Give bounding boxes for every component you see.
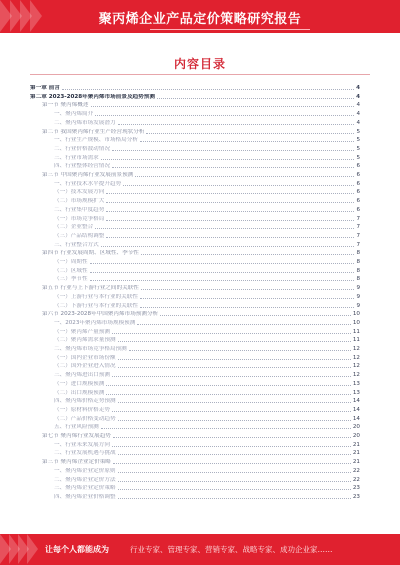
dot-leader	[90, 272, 355, 273]
toc-entry-page: 10	[352, 319, 360, 326]
toc-entry[interactable]	[30, 110, 360, 118]
toc-entry-label: 第五节 行业与上下游行业之间的关联性	[42, 285, 139, 292]
toc-entry[interactable]	[30, 145, 360, 153]
toc-entry[interactable]	[30, 197, 360, 205]
toc-entry-label: 二、行业发展机遇与挑战	[54, 450, 116, 457]
toc-entry-page: 7	[356, 232, 360, 239]
dot-leader	[91, 106, 355, 107]
dot-leader	[118, 402, 351, 403]
toc-entry-page: 23	[352, 485, 360, 492]
toc-entry-label: （一）周期性	[54, 259, 88, 265]
toc-entry-page: 21	[352, 459, 360, 466]
toc-entry-page: 8	[356, 267, 360, 274]
toc-entry[interactable]	[30, 223, 360, 231]
toc-entry-label: 一、2023年聚丙烯市场规模预测	[54, 319, 136, 326]
toc-entry-page: 14	[352, 398, 360, 405]
dot-leader	[90, 280, 355, 281]
dot-leader	[112, 150, 354, 151]
toc-entry-label: 三、行业整合方式	[54, 241, 99, 248]
toc-entry-label: （二）下游行业与本行业的关联性	[54, 302, 138, 309]
toc-entry-page: 4	[356, 119, 360, 126]
toc-entry-label: （一）上游行业与本行业的关联性	[54, 293, 138, 300]
toc-entry-label: 第二节 我国聚丙烯行业生产经营现状分析	[42, 128, 145, 135]
toc-entry-label: （一）国内企业市场份额	[54, 354, 116, 361]
toc-entry-label: （一）市场竞争格局	[54, 215, 105, 222]
dot-leader	[113, 463, 351, 464]
toc-entry-label: 二、行业价格波动情况	[54, 145, 110, 152]
toc-entry-label: 四、行业整体经营情况	[54, 163, 110, 170]
toc-entry[interactable]	[30, 476, 360, 484]
dot-leader	[157, 98, 354, 99]
toc-entry-page: 14	[352, 415, 360, 422]
toc-entry[interactable]	[30, 423, 360, 431]
toc-entry-page: 5	[356, 154, 360, 161]
dot-leader	[140, 141, 355, 142]
toc-entry-page: 13	[352, 389, 360, 396]
toc-entry-label: 三、聚丙烯进出口预测	[54, 372, 110, 379]
toc-entry-label: （二）区域性	[54, 267, 88, 274]
toc-entry-label: （一）聚丙烯产量预测	[54, 328, 110, 335]
dot-leader	[140, 298, 355, 299]
toc-entry[interactable]	[30, 467, 360, 475]
toc-entry-label: （二）市场规模扩大	[54, 198, 105, 205]
toc-entry-label: 一、行业技术水平提升趋势	[54, 180, 122, 187]
toc-entry[interactable]	[30, 441, 360, 449]
toc-entry[interactable]	[30, 188, 360, 196]
toc-entry-label: 第七节 聚丙烯行业发展趋势	[42, 433, 111, 439]
dot-leader	[118, 359, 351, 360]
toc-entry-label: 一、聚丙烯企业定价原则	[54, 467, 116, 474]
toc-entry-page: 6	[356, 172, 360, 178]
toc-entry-page: 6	[356, 180, 360, 187]
toc-entry-page: 21	[352, 450, 360, 457]
toc-entry-label: 二、聚丙烯企业定价方法	[54, 476, 116, 483]
toc-entry-page: 22	[352, 476, 360, 483]
toc-entry-label: （三）季节性	[54, 276, 88, 283]
toc-entry-page: 9	[356, 293, 360, 300]
toc-entry-page: 4	[356, 102, 360, 109]
toc-entry-label: 第三节 聚丙烯企业定价策略	[42, 459, 111, 466]
toc-entry-label: （二）企业整合	[54, 224, 94, 231]
dot-leader	[112, 446, 351, 447]
toc-divider	[30, 74, 370, 75]
dot-leader	[160, 315, 351, 316]
dot-leader	[95, 115, 354, 116]
header-band	[0, 0, 400, 33]
dot-leader	[106, 385, 351, 386]
toc-entry[interactable]	[30, 319, 360, 327]
toc-entry[interactable]	[30, 389, 360, 397]
toc-entry-label: 第六节 2023-2028年中国聚丙烯市场预测分析	[42, 311, 159, 318]
dot-leader	[101, 428, 351, 429]
toc-entry-page: 4	[356, 111, 360, 118]
toc-entry-label: 四、聚丙烯价格走势预测	[54, 398, 116, 405]
toc-entry[interactable]	[30, 232, 360, 240]
toc-entry-page: 11	[352, 337, 360, 344]
toc-entry-label: （三）产品结构调整	[54, 232, 105, 239]
dot-leader	[112, 376, 351, 377]
toc-entry-label: 第二章 2023-2028年聚丙烯市场前景及趋势预测	[30, 93, 155, 100]
toc-entry[interactable]	[30, 484, 360, 492]
toc-entry-label: （一）技术发展方向	[54, 189, 105, 196]
toc-entry[interactable]	[30, 206, 360, 214]
toc-entry-page: 22	[352, 467, 360, 474]
dot-leader	[118, 481, 351, 482]
toc-entry[interactable]	[30, 267, 360, 275]
toc-entry[interactable]	[30, 432, 360, 440]
toc-entry[interactable]	[30, 354, 360, 362]
toc-entry-label: 第一节 聚丙烯概述	[42, 102, 89, 109]
toc-entry[interactable]	[30, 293, 360, 301]
toc-entry[interactable]	[30, 380, 360, 388]
dot-leader	[118, 454, 351, 455]
dot-leader	[112, 333, 351, 334]
toc-entry-page: 7	[356, 241, 360, 248]
toc-entry-page: 12	[352, 354, 360, 361]
dot-leader	[129, 350, 351, 351]
toc-entry-page: 6	[356, 198, 360, 205]
dot-leader	[106, 237, 354, 238]
toc-entry-label: 一、行业生产规模、市场格局分析	[54, 137, 138, 144]
dot-leader	[101, 246, 355, 247]
toc-entry[interactable]	[30, 128, 360, 136]
dot-leader	[141, 254, 355, 255]
toc-entry[interactable]	[30, 101, 360, 109]
toc-entry-page: 9	[356, 302, 360, 309]
toc-entry[interactable]	[30, 154, 360, 162]
toc-entry-page: 6	[356, 206, 360, 213]
toc-entry-label: 三、行业市场需求	[54, 154, 99, 161]
toc-entry-label: （一）进口规模预测	[54, 380, 105, 387]
dot-leader	[90, 263, 355, 264]
toc-heading: 内容目录	[173, 57, 226, 71]
toc-entry-page: 8	[356, 250, 360, 257]
dot-leader	[101, 159, 355, 160]
toc-entry[interactable]	[30, 284, 360, 292]
toc-entry[interactable]	[30, 258, 360, 266]
toc-entry-page: 6	[356, 189, 360, 196]
toc-entry[interactable]	[30, 171, 360, 179]
toc-entry[interactable]	[30, 328, 360, 336]
dot-leader	[135, 176, 354, 177]
toc-entry-page: 10	[352, 311, 360, 318]
toc-entry-page: 20	[352, 433, 360, 439]
toc-entry-page: 20	[352, 424, 360, 431]
dot-leader	[106, 220, 354, 221]
toc-entry-label: （二）产品价格变动趋势	[54, 415, 116, 422]
toc-entry-label: 第三节 中国聚丙烯行业发展前景预测	[42, 172, 134, 178]
toc-entry-label: 四、聚丙烯企业价格调整	[54, 493, 116, 500]
toc-entry-page: 12	[352, 363, 360, 370]
toc-entry[interactable]	[30, 119, 360, 127]
dot-leader	[123, 185, 354, 186]
toc-entry-page: 7	[356, 224, 360, 231]
dot-leader	[140, 307, 355, 308]
dot-leader	[106, 211, 354, 212]
dot-leader	[118, 489, 351, 490]
toc-entry-label: 一、聚丙烯简介	[54, 111, 94, 118]
toc-entry-label: 二、聚丙烯市场竞争格局预测	[54, 346, 127, 352]
toc-entry[interactable]	[30, 275, 360, 283]
toc-entry-page: 13	[352, 380, 360, 387]
toc-entry-label: 第一章 前言	[30, 85, 60, 91]
dot-leader	[113, 437, 351, 438]
dot-leader	[118, 367, 351, 368]
toc-entry-page: 5	[356, 137, 360, 144]
toc-entry[interactable]	[30, 162, 360, 170]
toc-entry-page: 11	[352, 328, 360, 335]
toc-entry[interactable]	[30, 449, 360, 457]
toc-entry-label: （一）原材料价格走势	[54, 406, 110, 413]
dot-leader	[112, 167, 354, 168]
dot-leader	[137, 324, 351, 325]
toc-entry-label: 二、聚丙烯市场发展潜力	[54, 119, 116, 126]
toc-entry[interactable]	[30, 215, 360, 223]
dot-leader	[112, 411, 351, 412]
dot-leader	[106, 193, 354, 194]
toc-entry[interactable]	[30, 93, 360, 101]
toc-entry-label: 一、行业未来发展方向	[54, 441, 110, 448]
footer-tagline: 行业专家、管理专家、营销专家、战略专家、成功企业家……	[130, 545, 333, 554]
dot-leader	[146, 133, 354, 134]
chevron-decoration	[27, 534, 38, 564]
toc-entry-label: 三、聚丙烯企业定价策略	[54, 485, 116, 492]
toc-entry-page: 6	[356, 163, 360, 170]
toc-entry[interactable]	[30, 397, 360, 405]
toc-entry-label: （二）出口规模预测	[54, 389, 105, 396]
toc-entry[interactable]	[30, 415, 360, 423]
toc-entry-page: 5	[356, 145, 360, 152]
toc-entry[interactable]	[30, 362, 360, 370]
dot-leader	[118, 420, 351, 421]
dot-leader	[95, 228, 354, 229]
dot-leader	[118, 341, 351, 342]
toc-entry-label: 第四节 行业发展周期、区域性、季节性	[42, 250, 139, 257]
toc-entry-page: 4	[356, 85, 360, 91]
toc-entry[interactable]	[30, 180, 360, 188]
toc-entry-label: （二）聚丙烯需求量预测	[54, 337, 116, 344]
toc-entry-page: 12	[352, 372, 360, 379]
toc-entry[interactable]	[30, 310, 360, 318]
toc-entry[interactable]	[30, 302, 360, 310]
footer-band	[0, 534, 400, 565]
toc-entry-page: 8	[356, 259, 360, 265]
toc-entry-page: 7	[356, 215, 360, 222]
dot-leader	[62, 89, 354, 90]
dot-leader	[118, 498, 351, 499]
toc-entry[interactable]	[30, 345, 360, 353]
toc-entry[interactable]	[30, 249, 360, 257]
footer-slogan: 让每个人都能成为	[45, 545, 109, 554]
toc-entry-label: （二）国外企业进入情况	[54, 363, 116, 370]
dot-leader	[106, 394, 351, 395]
title-underline	[150, 29, 310, 30]
toc-entry-page: 23	[352, 493, 360, 500]
dot-leader	[118, 124, 355, 125]
toc-entry-page: 14	[352, 406, 360, 413]
toc-entry-page: 8	[356, 276, 360, 283]
toc-entry-page: 5	[356, 128, 360, 135]
toc-entry[interactable]	[30, 493, 360, 501]
dot-leader	[141, 289, 355, 290]
toc-entry-page: 21	[352, 441, 360, 448]
toc-entry[interactable]	[30, 336, 360, 344]
toc-entry-page: 12	[352, 346, 360, 352]
toc-entry-page: 4	[356, 93, 360, 100]
toc-entry-label: 五、行业风险预测	[54, 424, 99, 431]
dot-leader	[106, 202, 354, 203]
toc-entry-page: 9	[356, 285, 360, 292]
toc-entry[interactable]	[30, 371, 360, 379]
toc-entry[interactable]	[30, 241, 360, 249]
toc-entry[interactable]	[30, 136, 360, 144]
toc-entry[interactable]	[30, 458, 360, 466]
toc-entry-label: 二、行业集中度趋势	[54, 206, 105, 213]
dot-leader	[118, 472, 351, 473]
toc-entry[interactable]	[30, 84, 360, 92]
report-title: 聚丙烯企业产品定价策略研究报告	[98, 12, 302, 27]
toc-entry[interactable]	[30, 406, 360, 414]
